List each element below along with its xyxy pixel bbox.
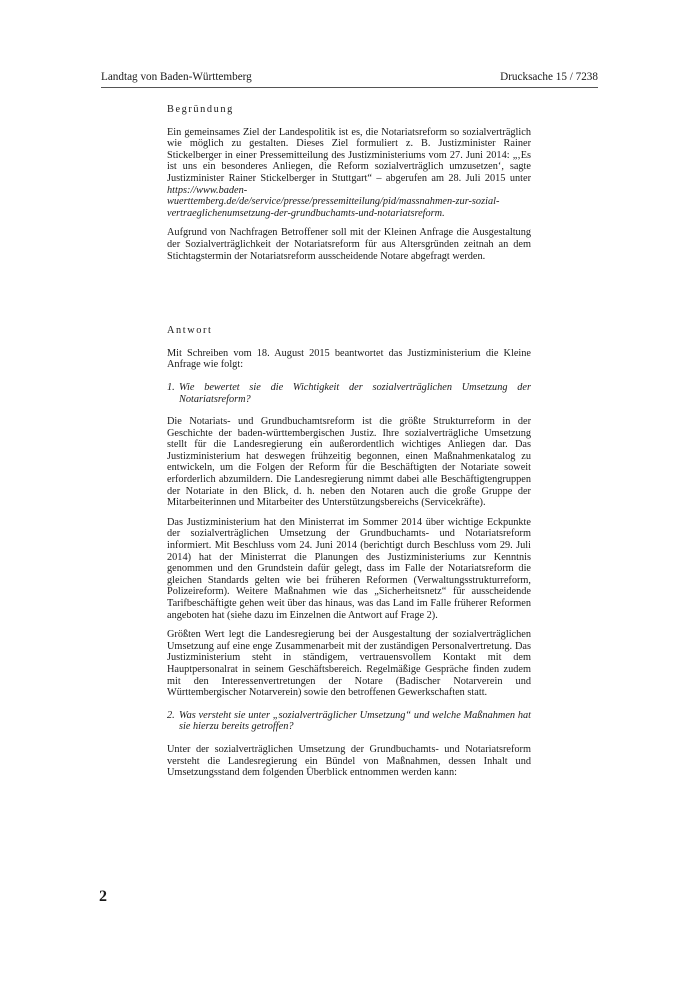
answer-2-paragraph-1: Unter der sozialverträglichen Umsetzung der Grundbuchamts- und Notariatsreform versteht die Landesregierung ein Bündel von Maßnahmen, dessen Inhalt und Umsetzungsstand dem folgenden Überblick entnommen werden kann: <box>167 743 531 779</box>
question-1-text: Wie bewertet sie die Wichtigkeit der sozialverträglichen Umsetzung der Notariatsreform? <box>179 381 531 405</box>
begruendung-heading: Begründung <box>167 104 234 115</box>
antwort-heading: Antwort <box>167 325 213 337</box>
header-title: Landtag von Baden-Württemberg <box>101 71 252 83</box>
document-body <box>167 104 531 779</box>
begruendung-paragraph-1 <box>167 127 531 220</box>
begruendung-paragraph-2: Aufgrund von Nachfragen Betroffener soll mit der Kleinen Anfrage die Ausgestaltung der Sozialverträglichkeit der Notariatsreform für aus Altersgründen zeitnah an dem Stichtagstermin der Notariatsreform ausscheidende Notare abgefragt werden. <box>167 227 531 262</box>
antwort-intro: Mit Schreiben vom 18. August 2015 beantwortet das Justizministerium die Kleine Anfrage wie folgt: <box>167 347 531 371</box>
begruendung-paragraph-1-text: Ein gemeinsames Ziel der Landespolitik ist es, die Notariatsreform so sozialverträglich wie möglich zu gestalten. Dieses Ziel formuliert z. B. Justizminister Rainer Stickelberger in einer Pressemitteilung des Justizministeriums vom 27. Juni 2014: „‚Es ist uns ein besonderes Anliegen, die Reform sozialverträglich umzusetzen‘, sagte Justizminister Rainer Stickelberger in Stuttgart“ – abgerufen am 28. Juli 2015 unter <box>167 126 531 184</box>
page-number: 2 <box>99 888 107 905</box>
header-document-number: Drucksache 15 / 7238 <box>500 71 598 83</box>
answer-1-paragraph-1: Die Notariats- und Grundbuchamtsreform ist die größte Strukturreform in der Geschichte der baden-württembergischen Justiz. Ihre sozialverträgliche Umsetzung stellt für die Landesregierung ein außerordentlich wichtiges Anliegen dar. Das Justizministerium hat deswegen frühzeitig begonnen, einen Maßnahmenkatalog zu entwickeln, um die Folgen der Reform für die Beschäftigten der Notariate soweit erforderlich abzumildern. Die Landesregierung nimmt dabei alle Beschäftigtengruppen der Notariate in den Blick, d. h. neben den Notaren auch die große Gruppe der Mitarbeiterinnen und Mitarbeiter des Unterstützungsbereichs (Servicekräfte). <box>167 416 531 509</box>
question-2 <box>167 710 531 733</box>
running-header <box>101 70 598 84</box>
press-release-link[interactable]: https://www.baden-wuerttemberg.de/de/service/presse/pressemitteilung/pid/massnahmen-zur-sozial-vertraeglichenumsetzung-der-grundbuchamts-und-notariatsreform. <box>167 184 500 219</box>
question-2-text: Was versteht sie unter „sozialverträglicher Umsetzung“ und welche Maßnahmen hat sie hierzu bereits getroffen? <box>179 709 531 733</box>
question-2-number: 2. <box>167 709 175 721</box>
answer-1-paragraph-3: Größten Wert legt die Landesregierung bei der Ausgestaltung der sozialverträglichen Umsetzung auf eine enge Zusammenarbeit mit der zuständigen Personalvertretung. Das Justizministerium steht in ständigem, vertrauensvollem Kontakt mit dem Hauptpersonalrat in seinem Geschäftsbereich. Regelmäßige Gespräche finden zudem mit den Interessenvertretungen der Notare (Badischer Notarverein und Württembergischer Notarverein) sowie den betroffenen Gewerkschaften statt. <box>167 629 531 699</box>
answer-1-paragraph-2: Das Justizministerium hat den Ministerrat im Sommer 2014 über wichtige Eckpunkte der sozialverträglichen Umsetzung der Grundbuchamts- und Notariatsreform informiert. Mit Beschluss vom 24. Juni 2014 (berichtigt durch Beschluss vom 29. Juli 2014) hat der Ministerrat die Planungen des Justizministeriums zur Kenntnis genommen und den Grundstein dafür gelegt, dass im Falle der Notariatsreform die gleichen Standards gelten wie bei früheren Reformen (Verwaltungsstrukturreform, Polizeireform). Weitere Maßnahmen wie das „Sicherheitsnetz“ für ausscheidende Tarifbeschäftigte gehen weit über das hinaus, was das Land im Falle früherer Reformen angeboten hat (siehe dazu im Einzelnen die Antwort auf Frage 2). <box>167 516 531 621</box>
header-rule <box>101 87 598 88</box>
question-1 <box>167 382 531 405</box>
question-1-number: 1. <box>167 381 175 393</box>
